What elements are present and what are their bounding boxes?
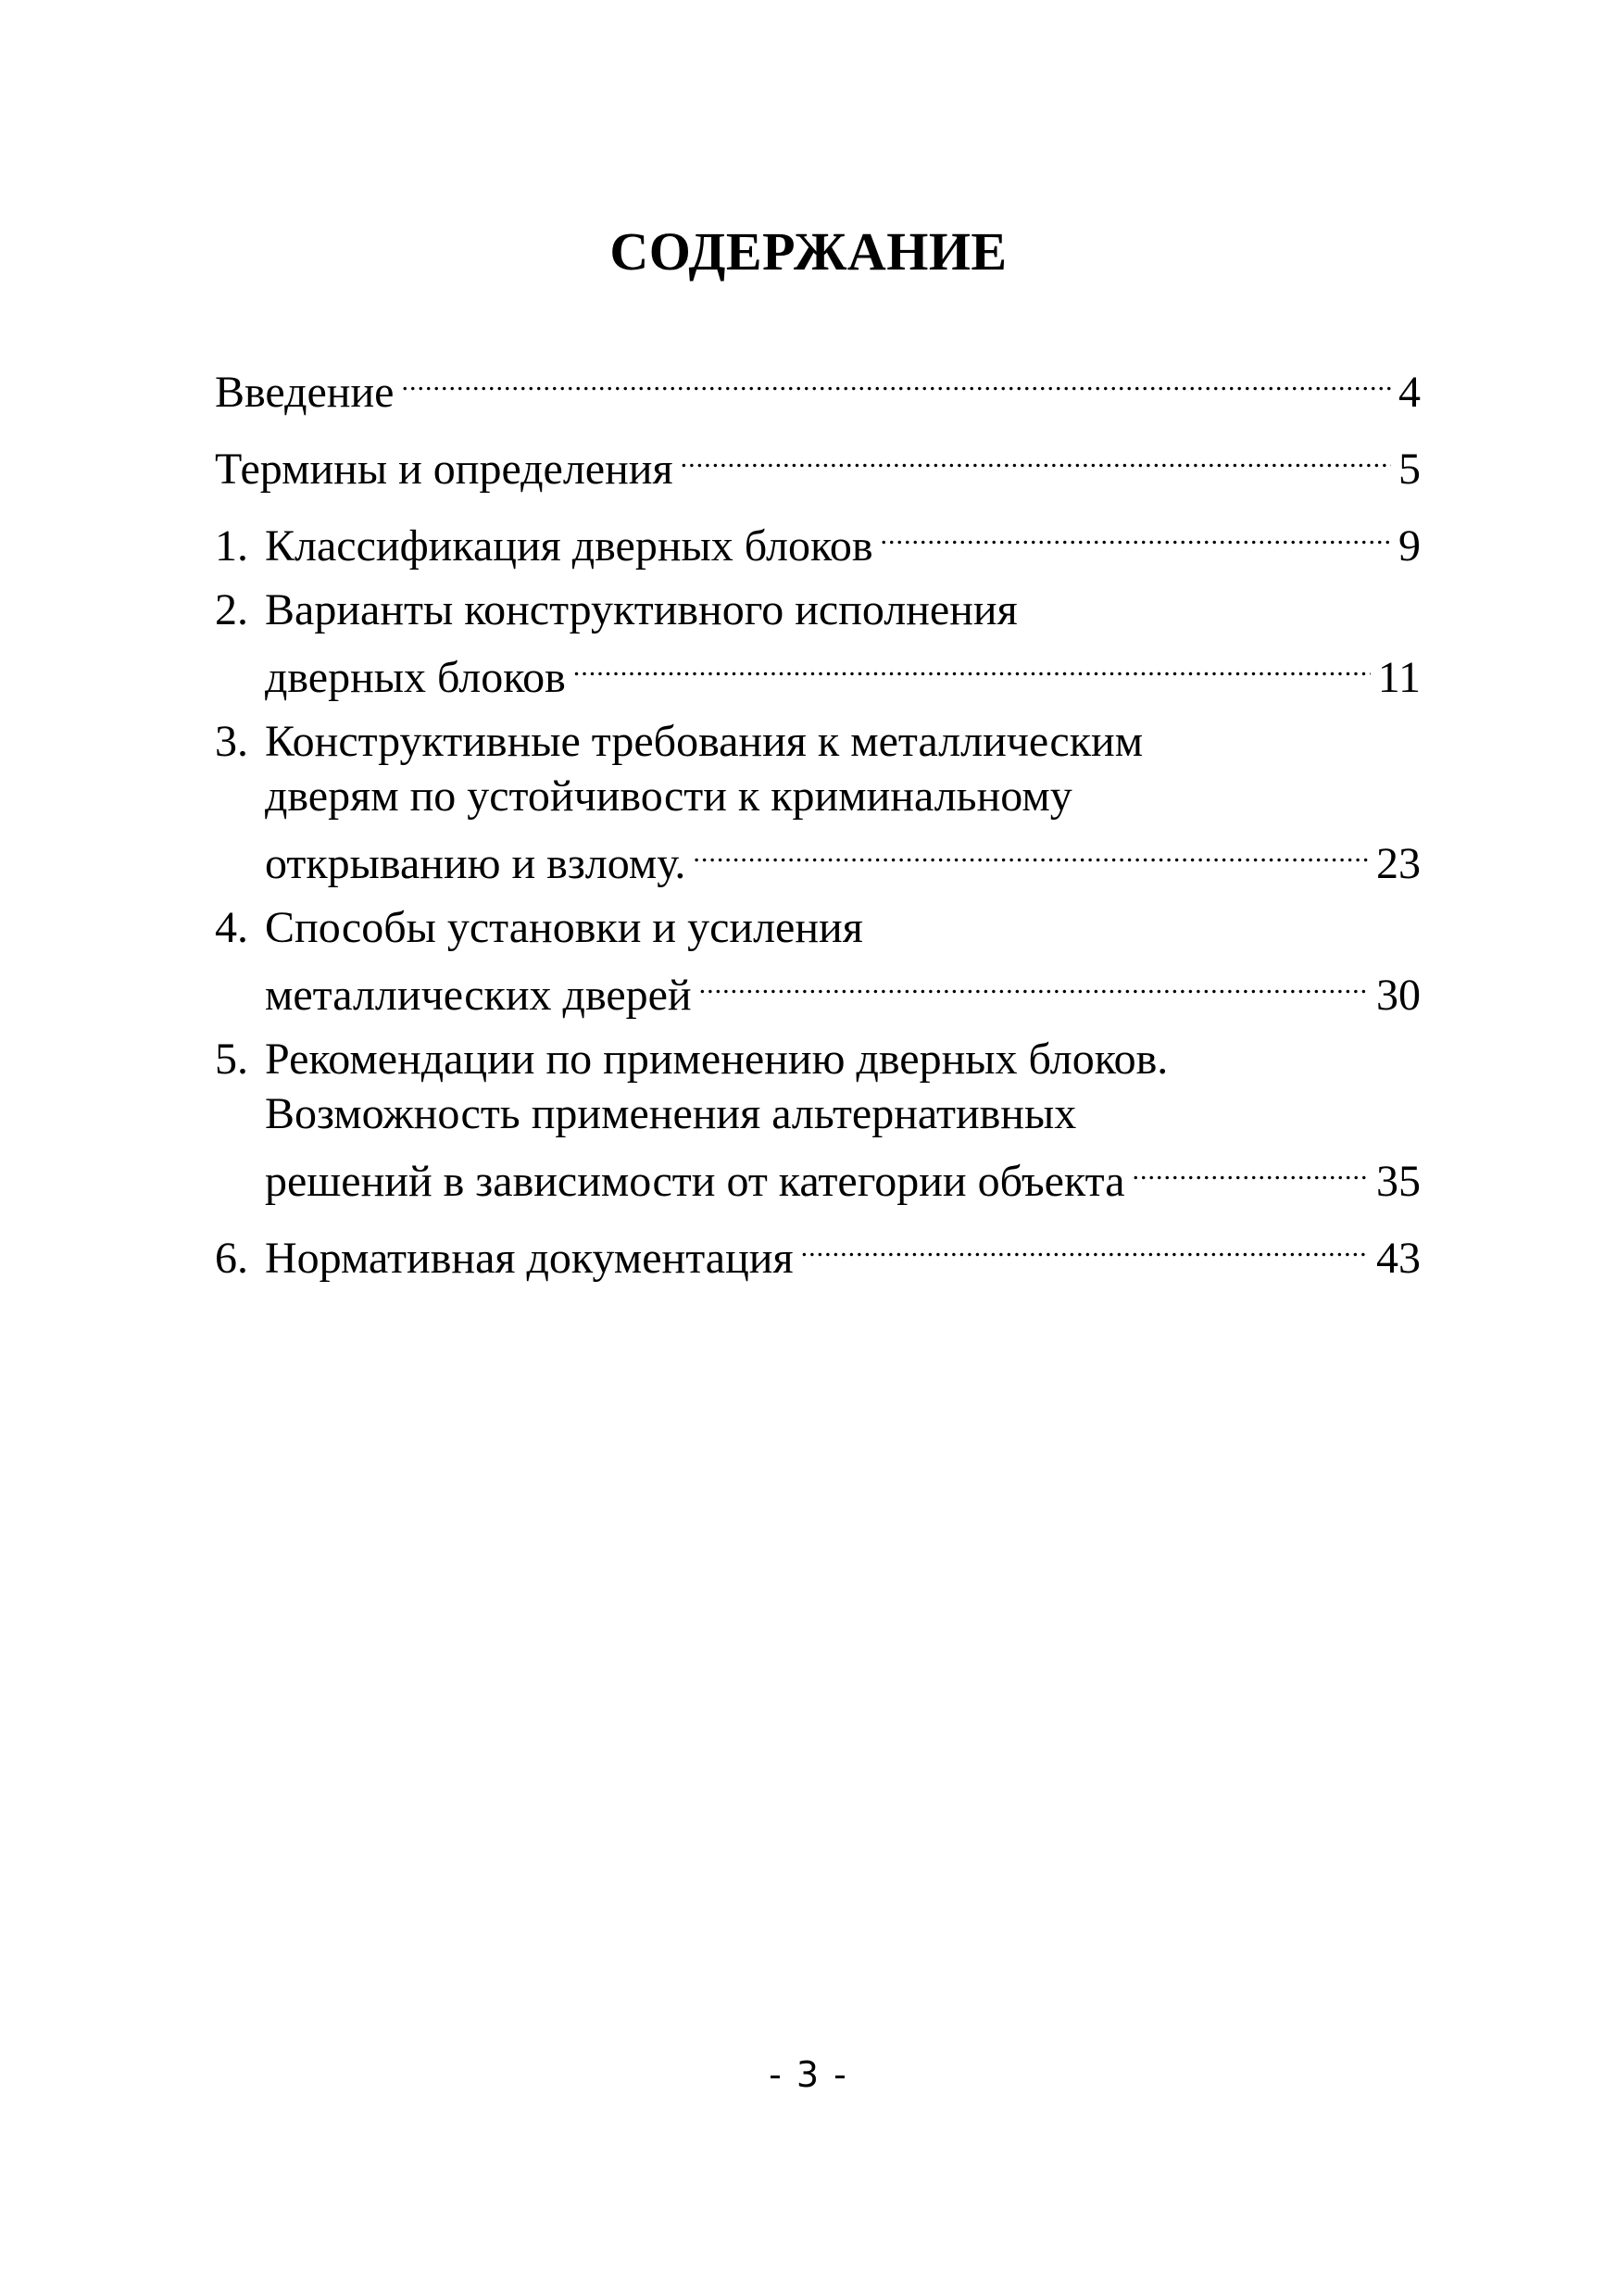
toc-entry-line <box>215 900 1421 955</box>
dot-leader <box>573 637 1371 692</box>
toc-page-number: 5 <box>1398 445 1421 494</box>
toc-entry-section-5[interactable] <box>215 1032 1421 1206</box>
toc-entry-title-continued: дверных блоков <box>265 653 566 702</box>
dot-leader <box>801 1218 1369 1273</box>
toc-section-number: 1. <box>215 521 248 571</box>
toc-entry-line <box>215 506 1421 571</box>
toc-page-number: 9 <box>1398 521 1421 571</box>
page-number: - 3 - <box>769 2054 848 2095</box>
toc-entry-title: Конструктивные требования к металлическим <box>265 717 1144 766</box>
toc-page-number: 43 <box>1376 1234 1421 1283</box>
toc-page-number: 23 <box>1376 839 1421 888</box>
toc-entry-line <box>215 1218 1421 1283</box>
toc-page-number: 35 <box>1376 1157 1421 1206</box>
toc-entry-line <box>215 583 1421 637</box>
toc-entry-section-3[interactable] <box>215 714 1421 888</box>
page-title: СОДЕРЖАНИЕ <box>609 221 1008 282</box>
toc-entry-introduction[interactable] <box>215 352 1421 417</box>
toc-entry-section-2[interactable] <box>215 583 1421 702</box>
toc-entry-title-continued: решений в зависимости от категории объекта <box>265 1157 1125 1206</box>
dot-leader <box>681 429 1391 483</box>
toc-section-number: 6. <box>215 1234 248 1283</box>
toc-entry-title: Рекомендации по применению дверных блоков. <box>265 1035 1169 1084</box>
toc-entry-line <box>215 1141 1421 1206</box>
toc-entry-line <box>215 1032 1421 1086</box>
toc-page-number: 30 <box>1376 971 1421 1020</box>
toc-section-number: 5. <box>215 1035 248 1084</box>
toc-entry-line <box>215 1086 1421 1141</box>
toc-entry-title: Введение <box>215 368 395 417</box>
dot-leader <box>401 352 1391 407</box>
toc-entry-title-continued: дверям по устойчивости к криминальному <box>265 772 1072 821</box>
toc-section-number: 2. <box>215 585 248 634</box>
toc-entry-title-continued: открыванию и взлому. <box>265 839 686 888</box>
toc-entry-section-6[interactable] <box>215 1218 1421 1283</box>
toc-entry-line <box>215 429 1421 494</box>
dot-leader <box>699 955 1369 1010</box>
toc-entry-line <box>215 352 1421 417</box>
toc-entry-line <box>215 769 1421 823</box>
toc-entry-title-continued: металлических дверей <box>265 971 692 1020</box>
toc-entry-title-continued: Возможность применения альтернативных <box>265 1089 1077 1138</box>
dot-leader <box>880 506 1391 560</box>
dot-leader <box>693 823 1369 878</box>
toc-entry-section-4[interactable] <box>215 900 1421 1020</box>
toc-entry-title: Нормативная документация <box>265 1234 794 1283</box>
toc-entry-title: Способы установки и усиления <box>265 903 863 952</box>
toc-entry-section-1[interactable] <box>215 506 1421 571</box>
toc-entry-line <box>215 823 1421 888</box>
toc-entry-line <box>215 637 1421 702</box>
toc-section-number: 3. <box>215 717 248 766</box>
toc-entry-line <box>215 714 1421 769</box>
toc-section-number: 4. <box>215 903 248 952</box>
toc-entry-title: Термины и определения <box>215 445 673 494</box>
toc-page-number: 11 <box>1377 653 1421 702</box>
dot-leader <box>1133 1141 1370 1196</box>
toc-entry-title: Классификация дверных блоков <box>265 521 873 571</box>
toc-page-number: 4 <box>1398 368 1421 417</box>
toc-entry-terms[interactable] <box>215 429 1421 494</box>
toc-entry-line <box>215 955 1421 1020</box>
toc-entry-title: Варианты конструктивного исполнения <box>265 585 1018 634</box>
table-of-contents <box>215 352 1421 1283</box>
